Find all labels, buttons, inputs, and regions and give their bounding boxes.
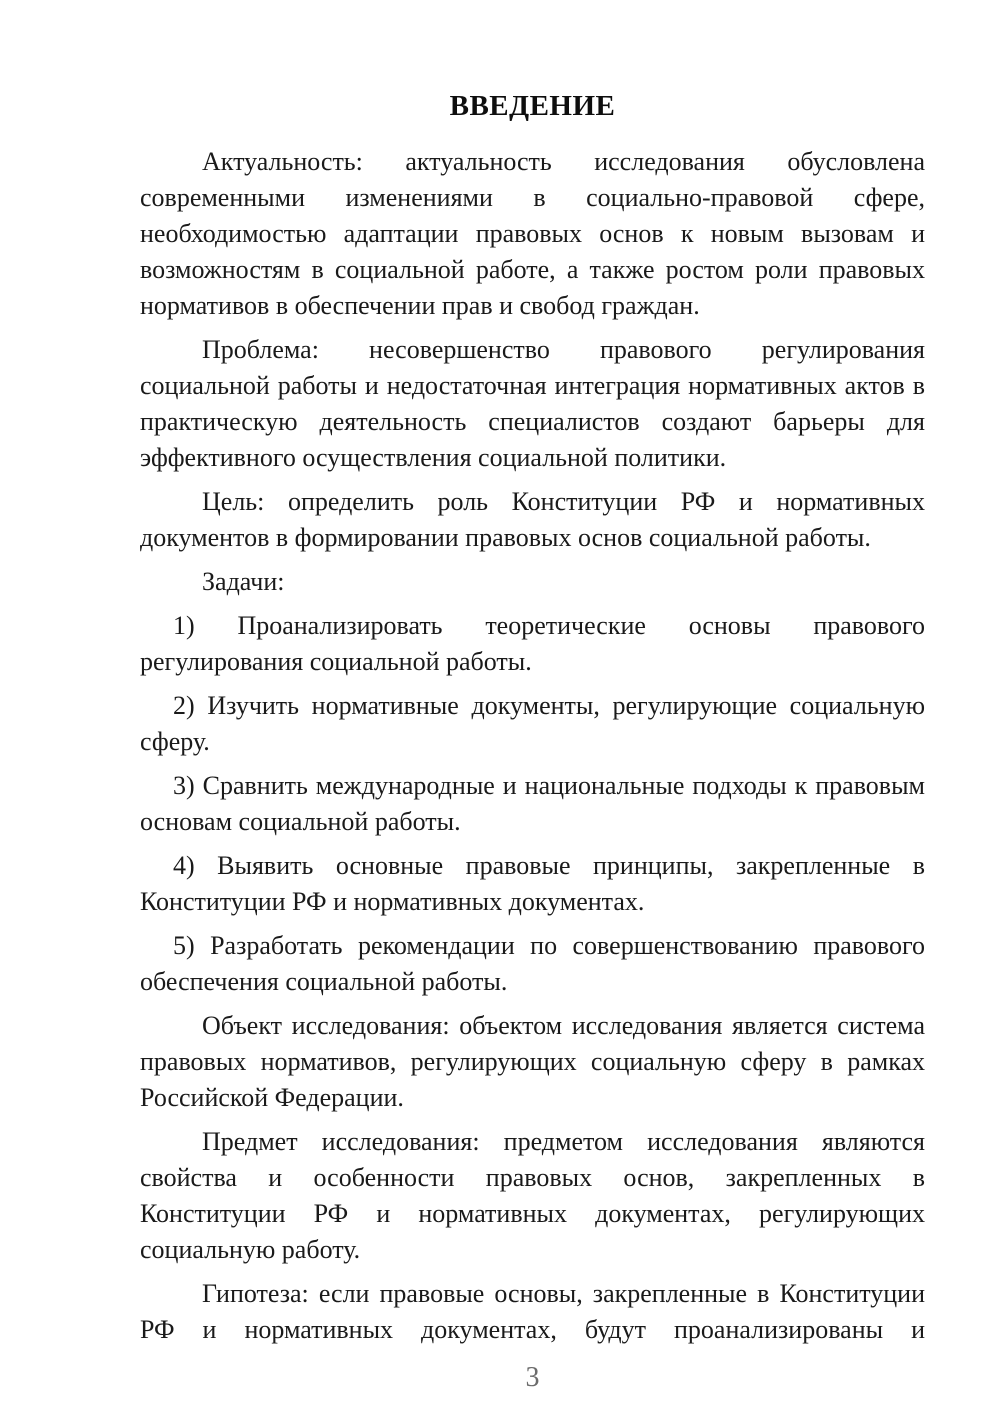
paragraph-hypothesis: Гипотеза: если правовые основы, закрепленные в Конституции РФ и нормативных документах, будут проанализированы и bbox=[140, 1279, 925, 1344]
paragraph-goal: Цель: определить роль Конституции РФ и нормативных документов в формировании правовых основ социальной работы. bbox=[140, 487, 925, 552]
task-item-4: 4) Выявить основные правовые принципы, закрепленные в Конституции РФ и нормативных документах. bbox=[140, 851, 925, 916]
paragraph-problem: Проблема: несовершенство правового регулирования социальной работы и недостаточная интеграция нормативных актов в практическую деятельность специалистов создают барьеры для эффективного осуществления социальной политики. bbox=[140, 335, 925, 472]
task-item-5: 5) Разработать рекомендации по совершенствованию правового обеспечения социальной работы. bbox=[140, 931, 925, 996]
task-item-1: 1) Проанализировать теоретические основы правового регулирования социальной работы. bbox=[140, 611, 925, 676]
paragraph-relevance: Актуальность: актуальность исследования обусловлена современными изменениями в социально-правовой сфере, необходимостью адаптации правовых основ к новым вызовам и возможностям в социальной работе, а также ростом роли правовых нормативов в обеспечении прав и свобод граждан. bbox=[140, 147, 925, 320]
page-title: ВВЕДЕНИЕ bbox=[449, 90, 616, 122]
task-item-3: 3) Сравнить международные и национальные подходы к правовым основам социальной работы. bbox=[140, 771, 925, 836]
tasks-heading: Задачи: bbox=[202, 567, 285, 596]
paragraph-research-subject: Предмет исследования: предметом исследования являются свойства и особенности правовых основ, закрепленных в Конституции РФ и нормативных документах, регулирующих социальную работу. bbox=[140, 1127, 925, 1264]
task-item-2: 2) Изучить нормативные документы, регулирующие социальную сферу. bbox=[140, 691, 925, 756]
paragraph-research-object: Объект исследования: объектом исследования является система правовых нормативов, регулирующих социальную сферу в рамках Российской Федерации. bbox=[140, 1011, 925, 1112]
page-number: 3 bbox=[525, 1362, 540, 1393]
